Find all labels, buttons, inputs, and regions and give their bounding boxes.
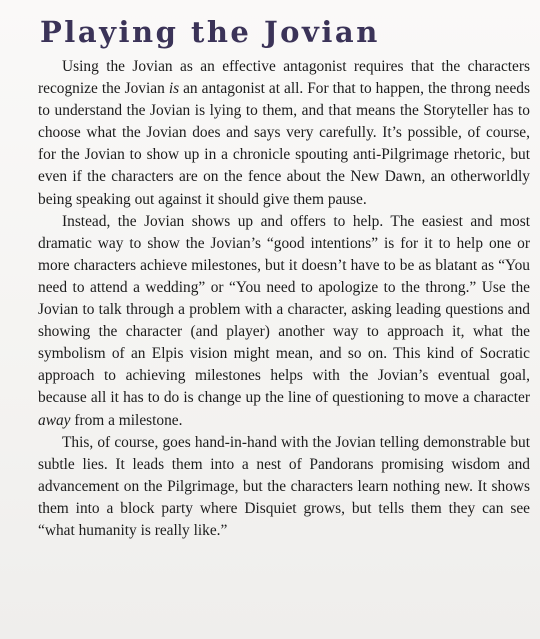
paragraph-2-text-b: from a milestone. xyxy=(70,411,183,429)
paragraph-2 xyxy=(38,211,530,432)
paragraph-1-text-b: an antagonist at all. For that to happen, the throng needs to understand the Jovian is lying to them, and that means the Storyteller has to choose what the Jovian does and says very carefully. It’s possible, of course, for the Jovian to show up in a chronicle spouting anti-Pilgrimage rhetoric, but even if the characters are on the fence about the New Dawn, an otherworldly being speaking out against it should give them pause. xyxy=(38,80,530,208)
body-text xyxy=(38,56,530,542)
paragraph-3-text: This, of course, goes hand-in-hand with the Jovian telling demonstrable but subtle lies. It leads them into a nest of Pandorans promising wisdom and advancement on the Pilgrimage, but the characters learn nothing new. It shows them into a block party where Disquiet grows, but tells them they can see “what humanity is really like.” xyxy=(38,433,530,539)
paragraph-1-emphasis: is xyxy=(168,80,180,98)
section-heading: Playing the Jovian xyxy=(40,15,380,49)
paragraph-1-text-a: Using the Jovian as an effective antagonist requires that the characters recognize the Jovian xyxy=(38,58,530,98)
document-page xyxy=(38,12,530,542)
paragraph-1 xyxy=(38,56,530,211)
paragraph-2-emphasis: away xyxy=(38,411,71,429)
paragraph-3 xyxy=(38,432,530,542)
paragraph-2-text-a: Instead, the Jovian shows up and offers to help. The easiest and most dramatic way to show the Jovian’s “good intentions” is for it to help one or more characters achieve milestones, but it doesn’t have to be as blatant as “You need to attend a wedding” or “You need to apologize to the throng.” Use the Jovian to talk through a problem with a character, asking leading questions and showing the character (and player) another way to approach it, what the symbolism of an Elpis vision might mean, and so on. This kind of Socratic approach to achieving milestones helps with the Jovian’s eventual goal, because all it has to do is change up the line of questioning to move a character xyxy=(38,212,530,407)
